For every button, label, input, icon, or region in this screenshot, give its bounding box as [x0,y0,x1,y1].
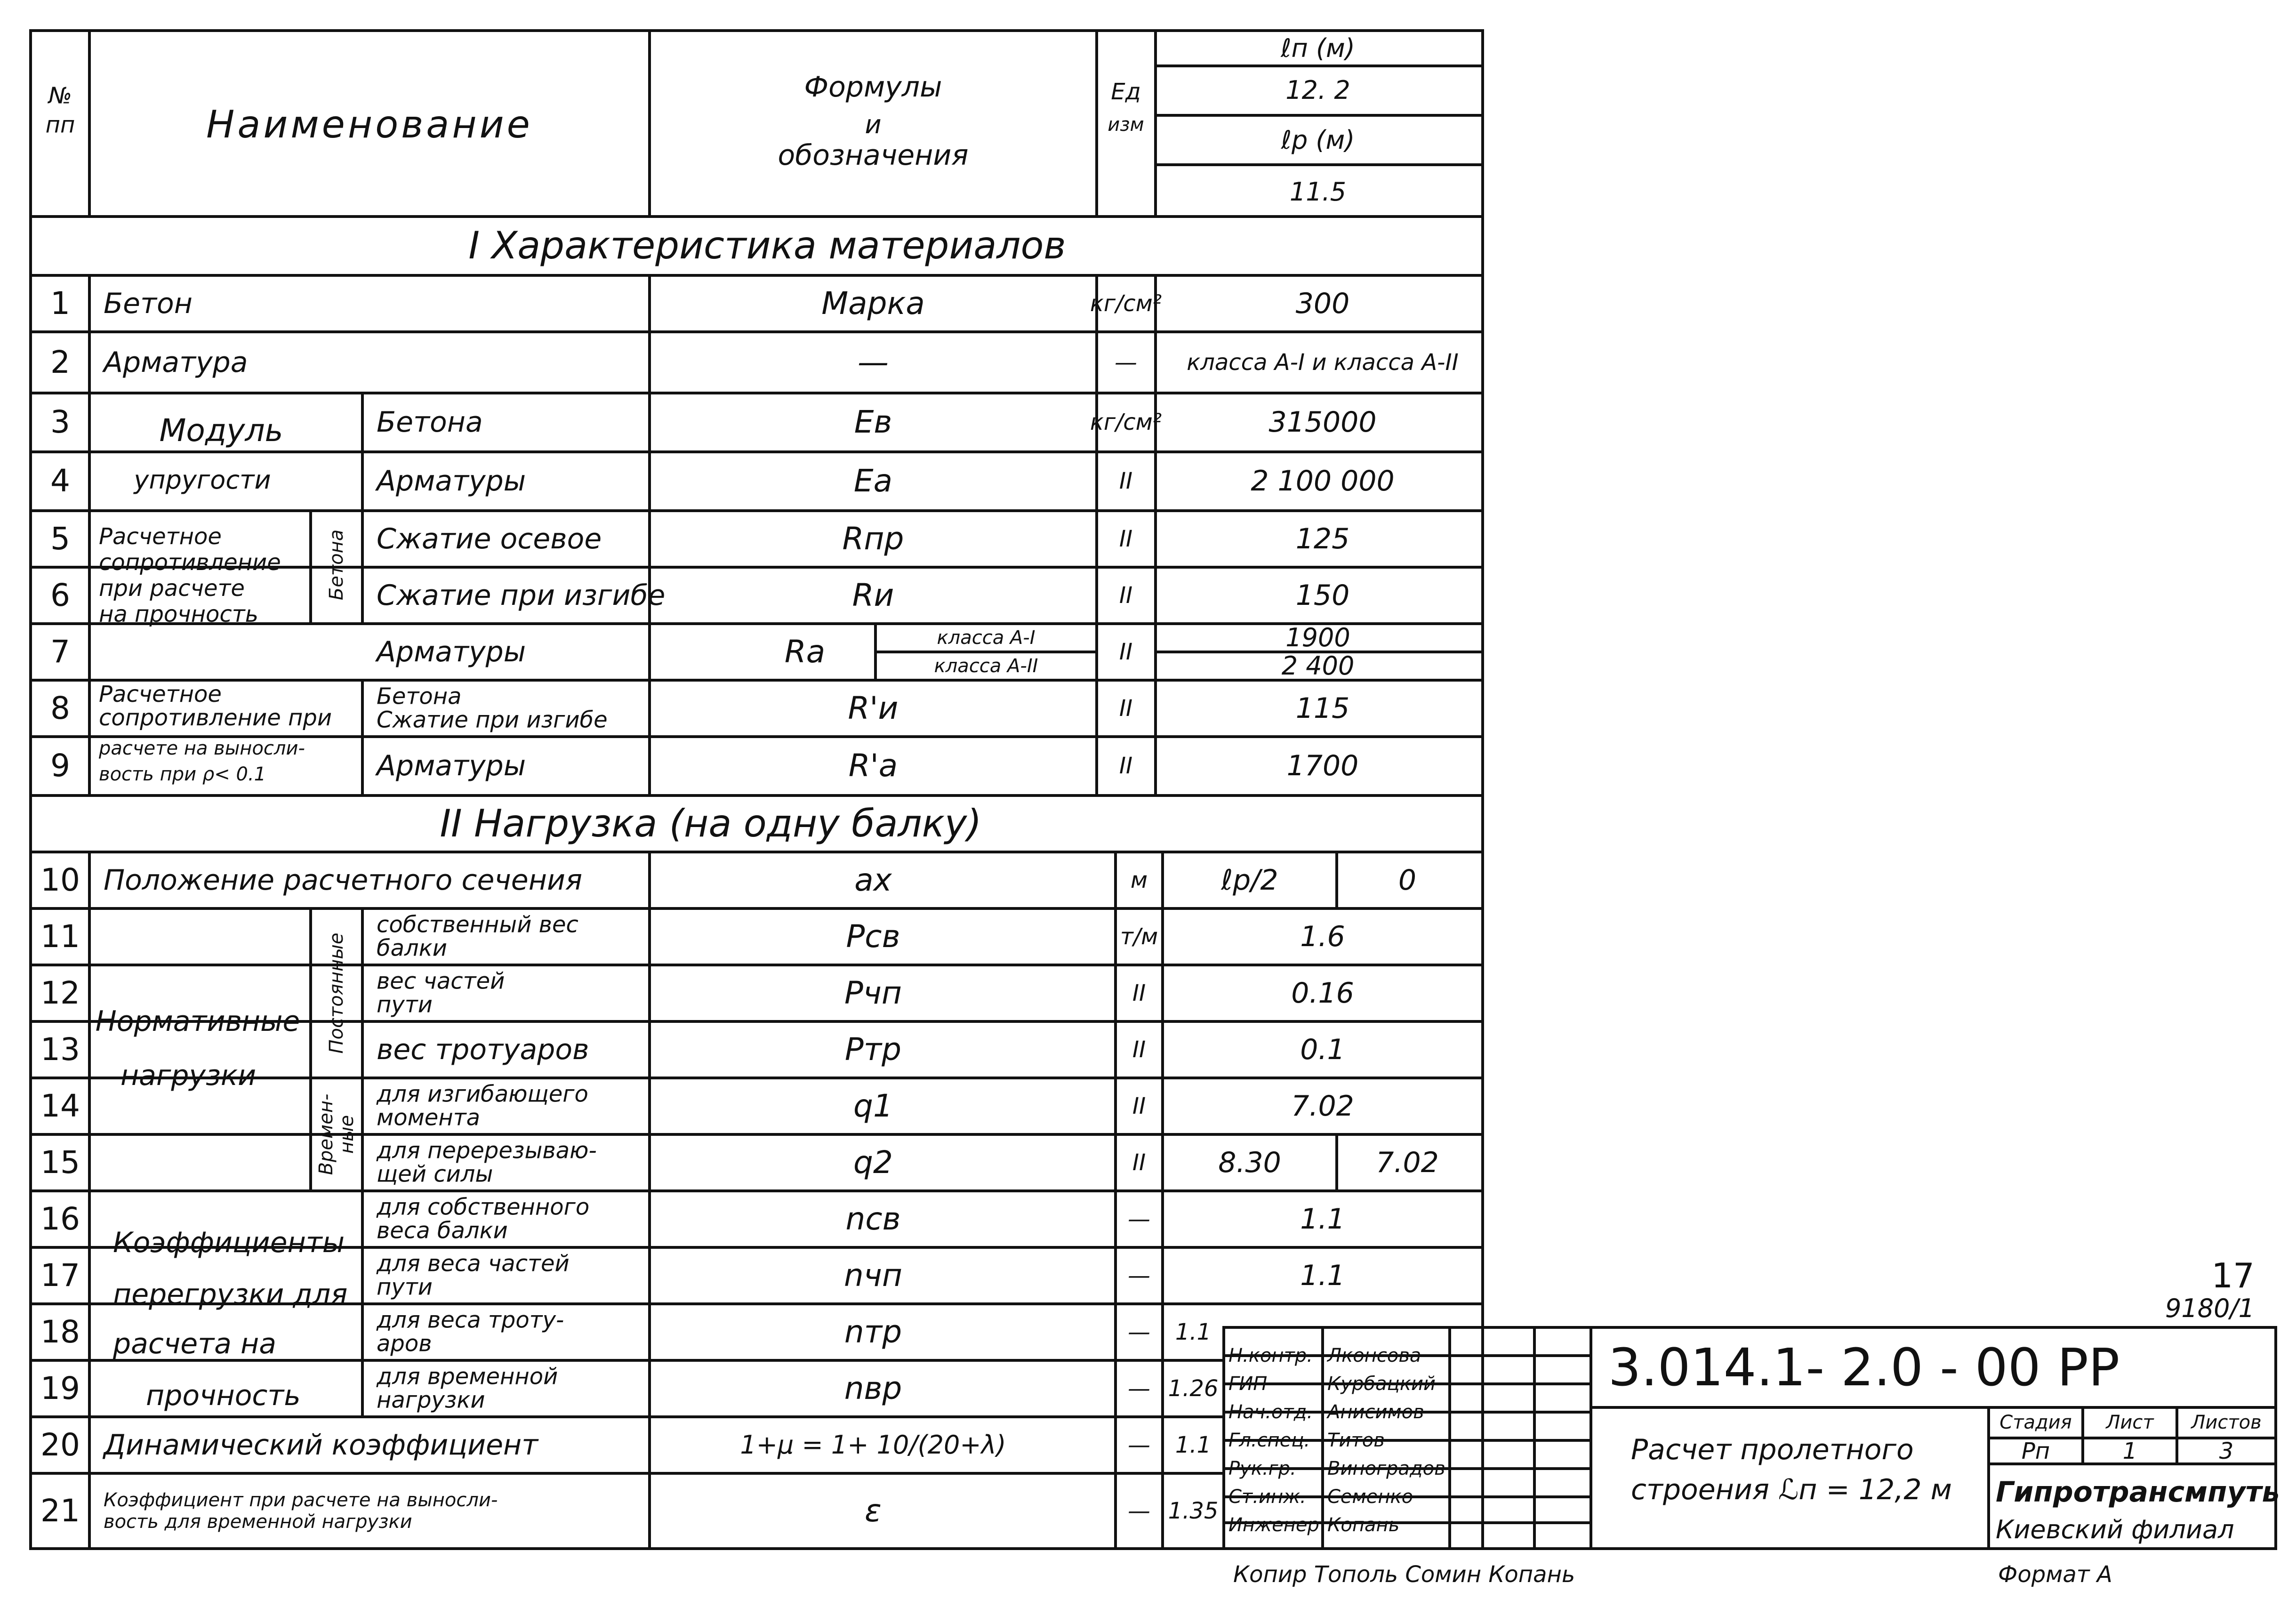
col-header-unit-1: Ед [1111,79,1141,105]
row-value-2: 0 [1398,864,1417,897]
row-unit: II [1132,1093,1146,1119]
row-value: 150 [1295,579,1350,612]
row-formula: ах [854,862,892,898]
doc-title-2: строения ℒп = 12,2 м [1631,1473,1952,1506]
row-value: 1.1 [1300,1203,1345,1236]
group-rasch2-1: Расчетное [99,681,222,707]
album-number: 9180/1 [2165,1294,2255,1323]
row-number: 12 [40,975,80,1011]
row-number: 21 [40,1493,80,1529]
row-value: 115 [1295,692,1350,725]
row-unit: — [1128,1375,1150,1402]
stage-value: Рп [2021,1438,2050,1464]
signer-role: Инженер [1228,1514,1319,1536]
row-number: 9 [50,747,70,784]
row-unit: — [1115,349,1137,376]
signer-role: Гл.спец. [1228,1430,1310,1451]
row-value-1: ℓр/2 [1221,864,1278,897]
row-subname: Бетона Сжатие при изгибе [377,683,608,733]
row-subname: Сжатие осевое [377,522,602,555]
row-unit: — [1128,1262,1150,1289]
doc-title-1: Расчет пролетного [1631,1433,1914,1466]
row-value-2: 7.02 [1376,1146,1439,1179]
row-number: 4 [50,463,70,499]
row-formula: nвр [844,1370,902,1406]
signer-name: Виноградов [1327,1458,1445,1479]
betona-vertical-label: Бетона [326,529,347,601]
signer-name: Анисимов [1327,1401,1424,1423]
row-subname: Арматуры [377,635,526,668]
col-header-formula-3: обозначения [778,139,969,172]
signer-role: Н.контр. [1228,1345,1313,1366]
row-formula: nчп [844,1257,902,1294]
signer-name: Семенко [1327,1486,1413,1508]
row-value: 1.1 [1300,1259,1345,1292]
group-modul-1: Модуль [159,412,283,449]
lp-label: ℓп (м) [1281,33,1355,63]
row-number: 6 [50,577,70,613]
group-rasch2-4: вость при ρ< 0.1 [99,763,266,785]
row-number: 3 [50,404,70,440]
row-unit: II [1119,468,1133,494]
row-value-1: 8.30 [1218,1146,1281,1179]
row-number: 2 [50,344,70,380]
row-formula: 1+μ = 1+ 10/(20+λ) [740,1430,1006,1460]
row-number: 15 [40,1144,80,1181]
section-materials: I Характеристика материалов [468,224,1066,267]
row-unit: — [1128,1319,1150,1345]
group-koef-1: Коэффициенты [113,1226,345,1259]
lp-value: 12. 2 [1285,75,1350,105]
group-koef-2: перегрузки для [113,1278,348,1311]
row-value: 1700 [1286,749,1359,782]
sheet-value: 1 [2122,1438,2137,1464]
group-modul-2: упругости [134,465,271,495]
row-formula: Rи [852,577,894,613]
group-rasch1-4: на прочность [99,601,259,627]
row-unit: II [1132,980,1146,1006]
row-number: 19 [40,1370,80,1406]
row-number: 13 [40,1031,80,1068]
row-value: 1.6 [1300,920,1345,953]
row-number: 5 [50,521,70,557]
row-subname: собственный вес балки [377,911,578,962]
row-formula: nсв [845,1201,901,1237]
row-unit: II [1119,582,1133,609]
row-subname: Сжатие при изгибе [377,579,666,612]
row-subname: Арматуры [377,465,526,498]
row-formula-sub-2: класса А-II [934,655,1038,677]
format-label: Формат А [1998,1561,2112,1588]
row-subname: Бетона [377,406,483,439]
row-value: 315000 [1268,406,1377,439]
organization: Гипротрансмпуть [1996,1476,2280,1509]
col-header-no: № пп [45,82,75,138]
row-name: Арматура [104,346,248,379]
row-value: 125 [1295,522,1350,555]
row-unit: — [1128,1432,1150,1458]
sheets-header: Листов [2191,1412,2262,1433]
row-formula: — [858,344,889,380]
row-number: 18 [40,1314,80,1350]
col-header-unit-2: изм [1108,114,1144,136]
row-formula: Eв [854,404,892,440]
row-number: 20 [40,1427,80,1463]
row-subname: для собственного веса балки [377,1194,590,1244]
row-formula: Рсв [846,918,900,955]
row-name: Положение расчетного сечения [104,864,583,897]
col-header-formula-2: и [865,110,882,139]
row-formula: q2 [853,1144,893,1181]
section-loads: II Нагрузка (на одну балку) [440,802,982,845]
group-koef-4: прочность [146,1379,301,1412]
stage-header: Стадия [1999,1412,2072,1433]
row-name: Бетон [104,287,193,320]
row-value-1: 1900 [1285,623,1350,652]
row-value: 0.16 [1291,977,1354,1010]
row-unit: кг/см² [1090,409,1162,435]
group-rasch2-3: расчете на выносли- [99,738,305,759]
lr-label: ℓр (м) [1281,125,1355,155]
row-unit: м [1130,867,1148,893]
row-subname: вес частей пути [377,968,505,1018]
row-formula: Rпр [842,521,904,557]
signer-name: Копань [1327,1514,1400,1536]
group-norm-2: нагрузки [120,1059,257,1092]
row-formula: R'и [848,690,899,726]
group-norm-1: Нормативные [95,1005,300,1038]
row-subname: для веса частей пути [377,1250,570,1301]
row-value: 300 [1295,287,1350,320]
vrem-vertical-label: Времен- ные [315,1093,358,1175]
row-formula: Eа [853,463,893,499]
row-subname: Арматуры [377,749,526,782]
signer-name: Лконсова [1327,1345,1421,1366]
group-rasch1-2: сопротивление [99,549,281,576]
signer-name: Титов [1327,1430,1385,1451]
row-value: 1.1 [1175,1432,1212,1458]
row-unit: — [1128,1206,1150,1232]
row-unit: кг/см² [1090,290,1162,317]
row-number: 17 [40,1257,80,1294]
signer-role: Ст.инж. [1228,1486,1306,1508]
row-formula: q1 [853,1088,893,1124]
row-unit: II [1119,753,1133,779]
row-formula: nтр [844,1314,902,1350]
row-formula: Рчп [844,975,902,1011]
post-vertical-label: Постоянные [326,932,347,1054]
row-unit: т/м [1120,924,1158,950]
row-value: 2 100 000 [1251,465,1395,498]
branch: Киевский филиал [1996,1515,2234,1544]
row-value: 1.35 [1168,1498,1219,1524]
row-number: 14 [40,1088,80,1124]
signer-role: Рук.гр. [1228,1458,1296,1479]
row-number: 7 [50,634,70,670]
row-formula: Rа [784,634,826,670]
row-number: 16 [40,1201,80,1237]
group-rasch2-2: сопротивление при [99,705,332,731]
row-subname: для веса троту- аров [377,1307,564,1357]
row-formula: R'а [848,747,898,784]
row-subname: для изгибающего момента [377,1081,588,1131]
col-header-name: Наименование [206,103,533,146]
row-value: класса А-I и класса А-II [1187,349,1459,376]
copy-note: Копир Тополь Сомин Копань [1233,1561,1575,1588]
sheet-header: Лист [2106,1412,2154,1433]
row-unit: II [1132,1037,1146,1063]
row-formula-sub-1: класса А-I [937,627,1036,649]
row-unit: II [1132,1149,1146,1176]
row-number: 11 [40,918,80,955]
row-name: Коэффициент при расчете на выносли- вость для временной нагрузки [104,1489,498,1533]
sheets-value: 3 [2219,1438,2234,1464]
row-subname: для перерезываю- щей силы [377,1137,597,1188]
row-name: Динамический коэффициент [104,1429,538,1462]
group-koef-3: расчета на [113,1327,276,1360]
row-value-2: 2 400 [1281,651,1355,681]
col-header-formula-1: Формулы [804,71,942,104]
row-formula: Марка [821,285,925,321]
row-formula: Ртр [844,1031,902,1068]
signer-name: Курбацкий [1327,1373,1436,1395]
sheet-number: 17 [2211,1256,2255,1295]
row-number: 1 [50,285,70,321]
lr-value: 11.5 [1289,177,1347,207]
row-subname: для временной нагрузки [377,1363,558,1414]
signer-role: Нач.отд. [1228,1401,1313,1423]
row-value: 0.1 [1300,1033,1345,1066]
row-number: 10 [40,862,80,898]
document-code: 3.014.1- 2.0 - 00 РР [1608,1337,2120,1398]
row-unit: — [1128,1498,1150,1524]
row-value: 7.02 [1291,1090,1354,1123]
row-value: 1.26 [1168,1375,1219,1402]
row-number: 8 [50,690,70,726]
group-rasch1-3: при расчете [99,575,245,602]
signer-role: ГИП [1228,1373,1268,1395]
row-subname: вес тротуаров [377,1033,589,1066]
group-rasch1-1: Расчетное [99,523,222,550]
row-value: 1.1 [1175,1319,1212,1345]
row-formula: ε [865,1493,882,1529]
row-unit: II [1119,526,1133,552]
row-unit: II [1119,695,1133,722]
row-unit: II [1119,639,1133,665]
